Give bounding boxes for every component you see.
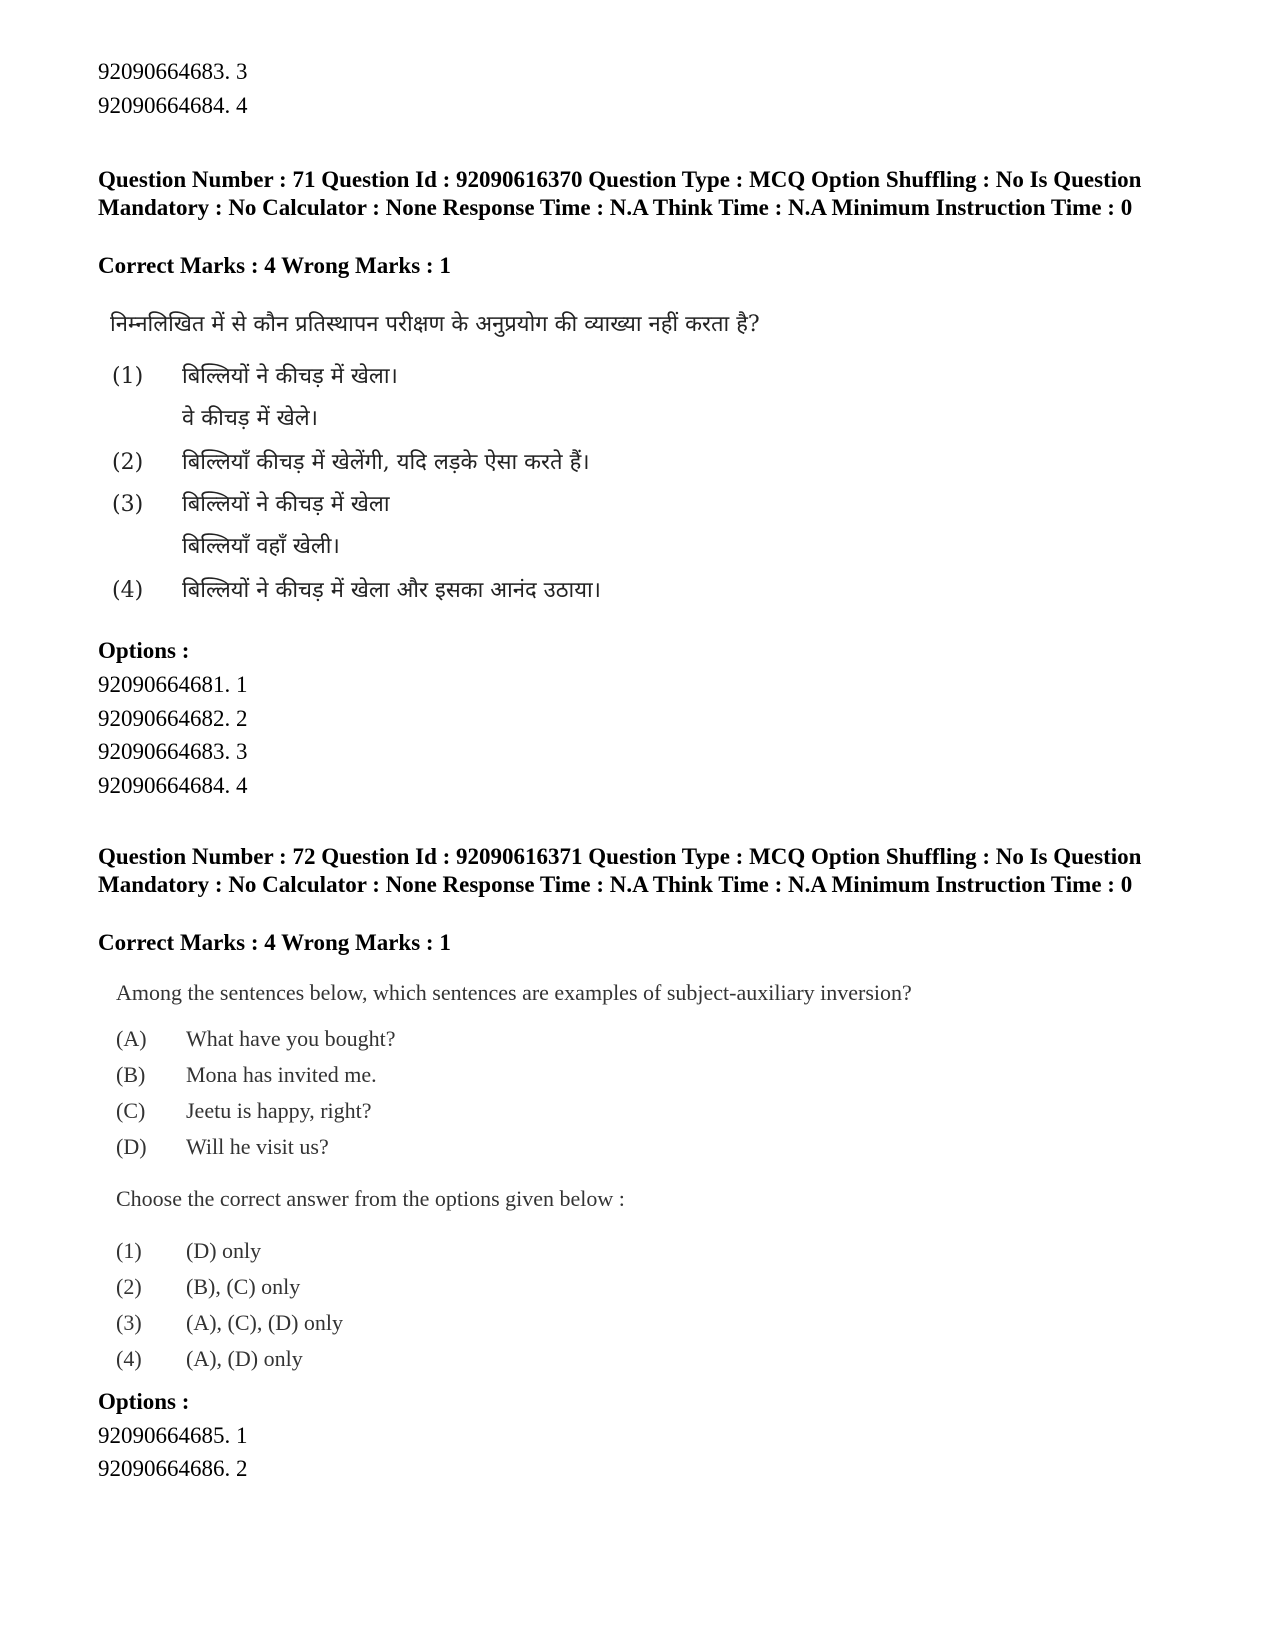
choice-text: बिल्लियों ने कीचड़ में खेला। (182, 364, 398, 389)
option-line: 92090664683. 3 (98, 739, 248, 764)
q71-question-image (110, 310, 1010, 630)
choice-number: (3) (116, 1310, 142, 1335)
statement-text: Mona has invited me. (186, 1062, 377, 1087)
q72-marks: Correct Marks : 4 Wrong Marks : 1 (98, 930, 451, 955)
choice-number: (1) (112, 364, 144, 389)
option-line: 92090664684. 4 (98, 773, 248, 798)
choice-text: वे कीचड़ में खेले। (182, 406, 318, 431)
option-line: 92090664681. 1 (98, 672, 248, 697)
choice-number: (2) (116, 1274, 142, 1299)
q71-stem: निम्नलिखित में से कौन प्रतिस्थापन परीक्षण के अनुप्रयोग की व्याख्या नहीं करता है? (110, 312, 760, 337)
choice-number: (4) (112, 578, 144, 603)
statement-label: (A) (116, 1026, 147, 1051)
statement-text: Jeetu is happy, right? (186, 1098, 372, 1123)
q72-instruction: Choose the correct answer from the options given below : (116, 1186, 625, 1211)
choice-text: (A), (C), (D) only (186, 1310, 344, 1335)
choice-number: (1) (116, 1238, 142, 1263)
option-line: 92090664682. 2 (98, 706, 248, 731)
statement-label: (C) (116, 1098, 146, 1123)
q72-meta: Question Number : 72 Question Id : 92090616371 Question Type : MCQ Option Shuffling : No Is Question Mandatory : No Calculator : None Response Time : N.A Think Time : N.A Minimum Instruction Time : 0 (98, 844, 1142, 897)
option-line: 92090664685. 1 (98, 1423, 248, 1448)
choice-text: बिल्लियाँ वहाँ खेली। (182, 534, 340, 559)
q72-question-image (116, 978, 1076, 1378)
q71-meta: Question Number : 71 Question Id : 92090616370 Question Type : MCQ Option Shuffling : No Is Question Mandatory : No Calculator : None Response Time : N.A Think Time : N.A Minimum Instruction Time : 0 (98, 167, 1142, 220)
q72-options-heading: Options : (98, 1389, 190, 1414)
q71-marks: Correct Marks : 4 Wrong Marks : 1 (98, 253, 451, 278)
option-line: 92090664684. 4 (98, 93, 248, 118)
q71-options-heading: Options : (98, 638, 190, 663)
choice-text: (A), (D) only (186, 1346, 303, 1371)
statement-text: Will he visit us? (186, 1134, 329, 1159)
statement-label: (B) (116, 1062, 146, 1087)
choice-text: (B), (C) only (186, 1274, 301, 1299)
option-line: 92090664683. 3 (98, 59, 248, 84)
choice-number: (3) (112, 492, 144, 517)
statement-label: (D) (116, 1134, 147, 1159)
choice-text: बिल्लियाँ कीचड़ में खेलेंगी, यदि लड़के ऐसा करते हैं। (182, 450, 590, 475)
choice-text: बिल्लियों ने कीचड़ में खेला (182, 492, 390, 517)
q72-stem: Among the sentences below, which sentences are examples of subject-auxiliary inversion? (116, 980, 912, 1005)
choice-number: (2) (112, 450, 144, 475)
statement-text: What have you bought? (186, 1026, 396, 1051)
choice-text: (D) only (186, 1238, 262, 1263)
option-line: 92090664686. 2 (98, 1456, 248, 1481)
choice-text: बिल्लियों ने कीचड़ में खेला और इसका आनंद उठाया। (182, 578, 601, 603)
choice-number: (4) (116, 1346, 142, 1371)
